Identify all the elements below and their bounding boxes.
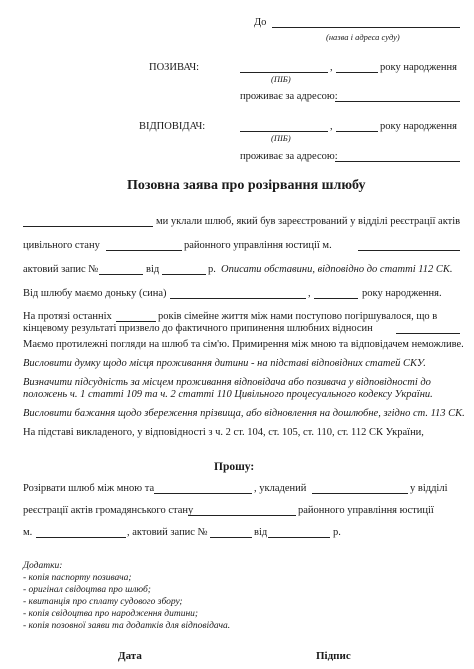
p1-line-b1: цивільного стану (23, 240, 100, 251)
plaintiff-birth-year-label: року народження (380, 62, 457, 73)
defendant-address-field[interactable] (335, 161, 460, 162)
district-field[interactable] (106, 250, 182, 251)
record-date-field[interactable] (162, 274, 206, 275)
defendant-birth-year-label: року народження (380, 121, 457, 132)
separation-date-field[interactable] (396, 333, 460, 334)
p6-line-b: положень ч. 1 статті 109 та ч. 2 статті 110 Цивільного процесуального кодексу України. (23, 389, 433, 400)
defendant-birth-year-field[interactable] (336, 131, 378, 132)
plaintiff-label: ПОЗИВАЧ: (149, 62, 200, 73)
p4-line: Маємо протилежні погляди на шлюб та сім'ю. Примирення між мною та відповідачем неможливе. (23, 339, 464, 350)
attachment-item: - квитанція про сплату судового збору; (23, 597, 183, 607)
plaintiff-birth-year-field[interactable] (336, 72, 378, 73)
to-label: До (254, 17, 267, 28)
attachment-item: - копія позовної заяви та додатків для відповідача. (23, 621, 231, 631)
p1-line-c1: актовий запис № (23, 264, 99, 275)
attachment-item: - оригінал свідоцтва про шлюб; (23, 585, 151, 595)
p3-line-a1: На протязі останніх (23, 311, 112, 322)
attachment-item: - копія паспорту позивача; (23, 573, 132, 583)
p3-line-b: кінцевому результаті призвело до фактичного припинення шлюбних відносин (23, 323, 373, 334)
p1-line-c2: від (146, 264, 160, 275)
p1-line-b2: районного управління юстиції м. (184, 240, 332, 251)
p1-line-c4: Описати обставини, відповідно до статті 112 СК. (221, 264, 453, 275)
p5-line: Висловити думку щодо місця проживання дитини - на підставі відповідних статей СКУ. (23, 358, 426, 369)
defendant-pib-hint: (ПІБ) (271, 133, 291, 143)
request-line-2b: районного управління юстиції (298, 505, 434, 516)
plaintiff-address-field[interactable] (335, 101, 460, 102)
request-record-date-field[interactable] (268, 537, 330, 538)
plaintiff-pib-hint: (ПІБ) (271, 74, 291, 84)
signature-label: Підпис (316, 650, 351, 662)
request-marriage-date-field[interactable] (312, 493, 408, 494)
p8-line: На підставі викладеного, у відповідності з ч. 2 ст. 104, ст. 105, ст. 110, ст. 112 СК України, (23, 427, 424, 438)
request-line-3d: р. (333, 527, 341, 538)
p2-line-b: року народження. (362, 288, 442, 299)
request-line-3c: від (254, 527, 268, 538)
request-district-field[interactable] (188, 515, 296, 516)
attachment-item: - копія свідоцтва про народження дитини; (23, 609, 199, 619)
document-title: Позовна заява про розірвання шлюбу (127, 178, 366, 193)
p3-line-a2: років сімейне життя між нами поступово погіршувалося, що в (158, 311, 438, 322)
court-name-field[interactable] (272, 27, 460, 28)
request-line-1c: у відділі (410, 483, 448, 494)
marriage-date-field[interactable] (23, 226, 153, 227)
court-hint: (назва і адреса суду) (326, 32, 400, 42)
p2-line-a: Від шлюбу маємо доньку (сина) (23, 288, 167, 299)
date-label: Дата (118, 650, 142, 662)
child-name-field[interactable] (170, 298, 306, 299)
request-line-1b: , укладений (254, 483, 307, 494)
request-line-1a: Розірвати шлюб між мною та (23, 483, 155, 494)
request-spouse-field[interactable] (154, 493, 252, 494)
request-line-3b: , актовий запис № (127, 527, 208, 538)
request-line-2a: реєстрації актів громадянського стану (23, 505, 194, 516)
defendant-address-label: проживає за адресою: (240, 151, 338, 162)
request-record-number-field[interactable] (210, 537, 252, 538)
city-field[interactable] (358, 250, 460, 251)
defendant-label: ВІДПОВІДАЧ: (139, 121, 206, 132)
p1-line-a: ми уклали шлюб, який був зареєстрований у відділі реєстрації актів (156, 216, 461, 227)
record-number-field[interactable] (99, 274, 143, 275)
request-city-field[interactable] (36, 537, 126, 538)
p7-line: Висловити бажання щодо збереження прізвища, або відновлення на дошлюбне, згідно ст. 113 СК. (23, 408, 465, 419)
child-birth-year-field[interactable] (314, 298, 358, 299)
attachments-heading: Додатки: (23, 561, 63, 571)
request-heading: Прошу: (214, 461, 255, 473)
p6-line-a: Визначити підсудність за місцем проживання відповідача або позивача у відповідності до (23, 377, 431, 388)
years-field[interactable] (116, 321, 156, 322)
p1-line-c3: р. (208, 264, 216, 275)
plaintiff-address-label: проживає за адресою: (240, 91, 338, 102)
request-line-3a: м. (23, 527, 33, 538)
